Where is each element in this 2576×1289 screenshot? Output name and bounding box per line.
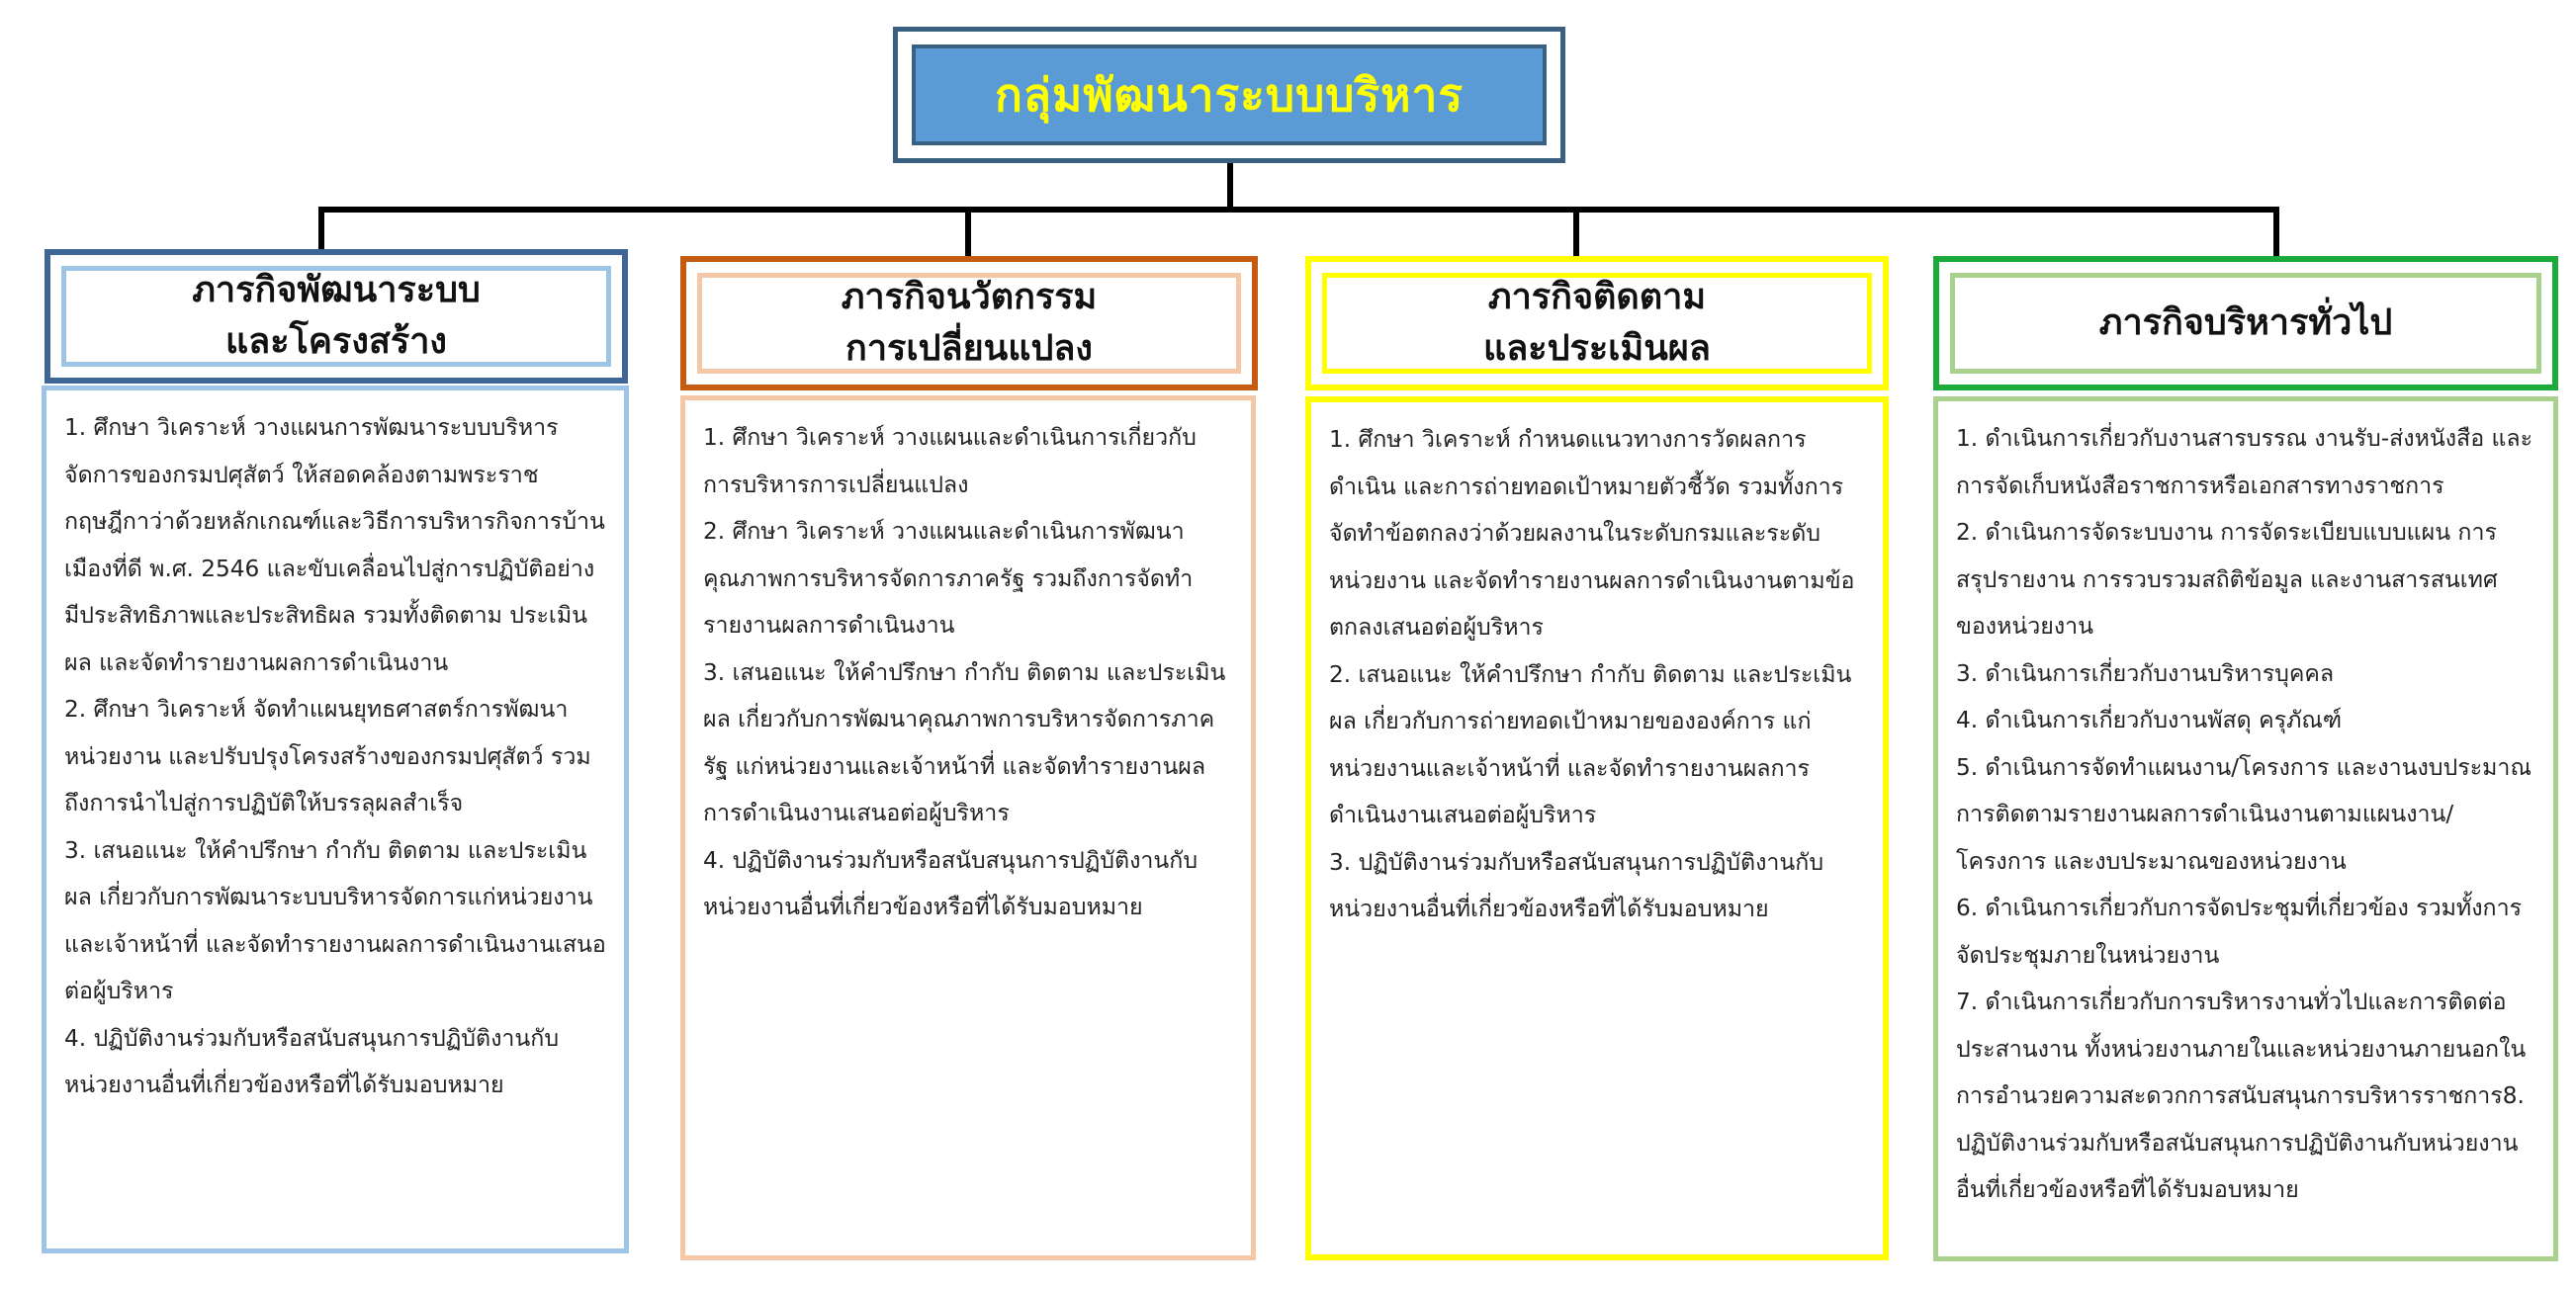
branch-title-line2: และโครงสร้าง xyxy=(224,321,448,362)
list-item: 1. ดำเนินการเกี่ยวกับงานสารบรรณ งานรับ-ส่งหนังสือ และการจัดเก็บหนังสือราชการหรือเอกสารทางราชการ xyxy=(1956,425,2533,499)
branch-body-general-admin xyxy=(1933,396,2558,1261)
connector-drop-3 xyxy=(1573,207,1579,259)
connector-horizontal-bar xyxy=(318,207,2279,213)
branch-header-change-innovation xyxy=(680,256,1258,390)
list-item: 2. เสนอแนะ ให้คำปรึกษา กำกับ ติดตาม และประเมินผล เกี่ยวกับการถ่ายทอดเป้าหมายขององค์การ แก่หน่วยงานและเจ้าหน้าที่ และจัดทำรายงานผลการดำเนินงานเสนอต่อผู้บริหาร xyxy=(1329,660,1852,828)
branch-title-line1: ภารกิจพัฒนาระบบ xyxy=(192,269,481,310)
list-item: 4. ปฏิบัติงานร่วมกับหรือสนับสนุนการปฏิบัติงานกับหน่วยงานอื่นที่เกี่ยวข้องหรือที่ได้รับมอบหมาย xyxy=(703,846,1199,920)
branch-body-structure xyxy=(42,386,629,1253)
list-item: 3. เสนอแนะ ให้คำปรึกษา กำกับ ติดตาม และประเมินผล เกี่ยวกับการพัฒนาระบบบริหารจัดการแก่หน่วยงานและเจ้าหน้าที่ และจัดทำรายงานผลการดำเนินงานเสนอต่อผู้บริหาร xyxy=(64,836,606,1004)
connector-drop-4 xyxy=(2273,207,2279,259)
branch-title-line1: ภารกิจติดตาม xyxy=(1487,276,1707,317)
list-item: 3. ปฏิบัติงานร่วมกับหรือสนับสนุนการปฏิบัติงานกับหน่วยงานอื่นที่เกี่ยวข้องหรือที่ได้รับมอบหมาย xyxy=(1329,848,1824,922)
root-node-inner xyxy=(912,44,1547,145)
branch-title-line1: ภารกิจบริหารทั่วไป xyxy=(2098,301,2393,343)
branch-title-line1: ภารกิจนวัตกรรม xyxy=(841,276,1098,317)
branch-header-structure xyxy=(44,249,628,384)
list-item: 3. เสนอแนะ ให้คำปรึกษา กำกับ ติดตาม และประเมินผล เกี่ยวกับการพัฒนาคุณภาพการบริหารจัดการภาครัฐ แก่หน่วยงานและเจ้าหน้าที่ และจัดทำรายงานผลการดำเนินงานเสนอต่อผู้บริหาร xyxy=(703,658,1226,826)
branch-header-general-admin xyxy=(1933,256,2558,390)
branch-header-monitoring xyxy=(1305,256,1889,390)
list-item: 7. ดำเนินการเกี่ยวกับการบริหารงานทั่วไปและการติดต่อประสานงาน ทั้งหน่วยงานภายในและหน่วยงานภายนอกในการอำนวยความสะดวกการสนับสนุนการบริหารราชการ8. ปฏิบัติงานร่วมกับหรือสนับสนุนการปฏิบัติงานกับหน่วยงานอื่นที่เกี่ยวข้องหรือที่ได้รับมอบหมาย xyxy=(1956,988,2527,1203)
list-item: 4. ดำเนินการเกี่ยวกับงานพัสดุ ครุภัณฑ์ xyxy=(1956,707,2343,733)
branch-body-monitoring xyxy=(1305,396,1889,1260)
connector-drop-2 xyxy=(965,207,971,259)
list-item: 4. ปฏิบัติงานร่วมกับหรือสนับสนุนการปฏิบัติงานกับหน่วยงานอื่นที่เกี่ยวข้องหรือที่ได้รับมอบหมาย xyxy=(64,1024,560,1098)
branch-header-monitoring-inner xyxy=(1322,273,1872,374)
list-item: 1. ศึกษา วิเคราะห์ วางแผนและดำเนินการเกี่ยวกับการบริหารการเปลี่ยนแปลง xyxy=(703,424,1197,498)
root-node xyxy=(893,27,1565,163)
list-item: 1. ศึกษา วิเคราะห์ วางแผนการพัฒนาระบบบริหารจัดการของกรมปศุสัตว์ ให้สอดคล้องตามพระราชกฤษฎีกาว่าด้วยหลักเกณฑ์และวิธีการบริหารกิจการบ้านเมืองที่ดี พ.ศ. 2546 และขับเคลื่อนไปสู่การปฏิบัติอย่างมีประสิทธิภาพและประสิทธิผล รวมทั้งติดตาม ประเมินผล และจัดทำรายงานผลการดำเนินงาน xyxy=(64,414,605,676)
list-item: 2. ดำเนินการจัดระบบงาน การจัดระเบียบแบบแผน การสรุปรายงาน การรวบรวมสถิติข้อมูล และงานสารสนเทศของหน่วยงาน xyxy=(1956,519,2498,640)
list-item: 5. ดำเนินการจัดทำแผนงาน/โครงการ และงานงบประมาณ การติดตามรายงานผลการดำเนินงานตามแผนงาน/โครงการ และงบประมาณของหน่วยงาน xyxy=(1956,753,2532,875)
branch-body-change-innovation xyxy=(680,395,1256,1260)
list-item: 6. ดำเนินการเกี่ยวกับการจัดประชุมที่เกี่ยวข้อง รวมทั้งการจัดประชุมภายในหน่วยงาน xyxy=(1956,895,2523,969)
list-item: 3. ดำเนินการเกี่ยวกับงานบริหารบุคคล xyxy=(1956,659,2335,687)
branch-title-line2: และประเมินผล xyxy=(1483,328,1711,369)
branch-header-general-admin-inner xyxy=(1950,273,2541,374)
root-title: กลุ่มพัฒนาระบบบริหาร xyxy=(994,67,1465,122)
branch-header-change-innovation-inner xyxy=(697,273,1241,374)
connector-root-stem xyxy=(1227,163,1233,210)
list-item: 2. ศึกษา วิเคราะห์ วางแผนและดำเนินการพัฒนาคุณภาพการบริหารจัดการภาครัฐ รวมถึงการจัดทำรายงานผลการดำเนินงาน xyxy=(703,518,1194,639)
connector-drop-1 xyxy=(318,207,324,252)
branch-header-structure-inner xyxy=(61,266,611,367)
list-item: 1. ศึกษา วิเคราะห์ กำหนดแนวทางการวัดผลการดำเนิน และการถ่ายทอดเป้าหมายตัวชี้วัด รวมทั้งการจัดทำข้อตกลงว่าด้วยผลงานในระดับกรมและระดับหน่วยงาน และจัดทำรายงานผลการดำเนินงานตามข้อตกลงเสนอต่อผู้บริหาร xyxy=(1329,426,1855,641)
list-item: 2. ศึกษา วิเคราะห์ จัดทำแผนยุทธศาสตร์การพัฒนาหน่วยงาน และปรับปรุงโครงสร้างของกรมปศุสัตว์ รวมถึงการนำไปสู่การปฏิบัติให้บรรลุผลสำเร็จ xyxy=(64,696,591,816)
branch-title-line2: การเปลี่ยนแปลง xyxy=(845,328,1093,369)
